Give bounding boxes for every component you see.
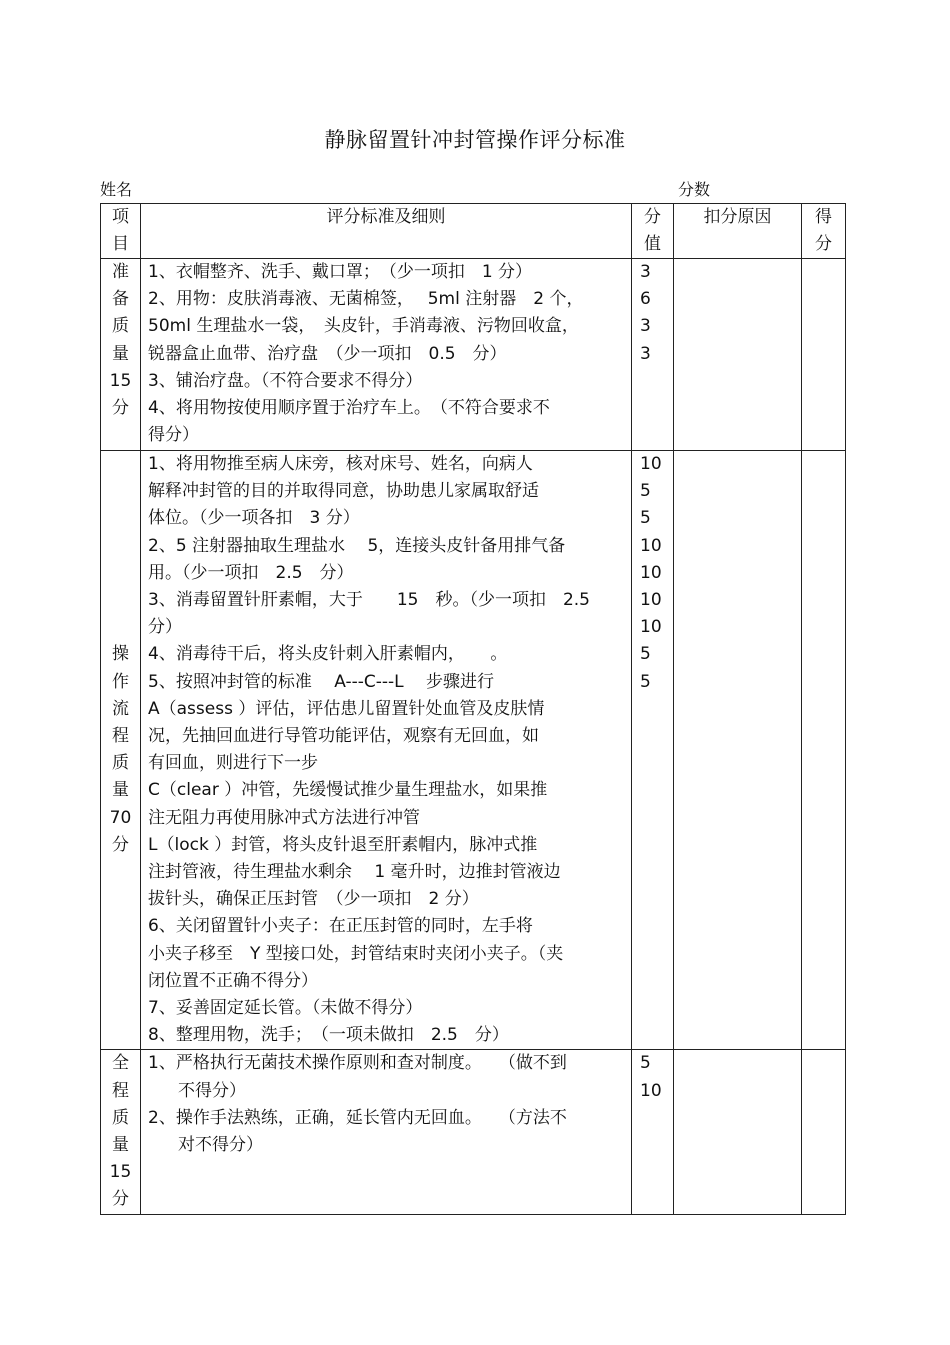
criteria-line: 2、操作手法熟练，正确，延长管内无回血。 （方法不: [148, 1107, 567, 1128]
header-item-line: 项: [112, 207, 129, 227]
criteria-line: 小夹子移至 Y 型接口处，封管结束时夹闭小夹子。（夹: [148, 943, 564, 964]
table-row: [101, 259, 846, 451]
points-value: 10: [640, 454, 662, 474]
section-item-char: 分: [112, 1189, 129, 1210]
criteria-line: 1、严格执行无菌技术操作原则和查对制度。 （做不到: [148, 1053, 567, 1074]
section-item-char: 质: [112, 753, 129, 774]
criteria-line: 锐器盒止血带、治疗盘 （少一项扣 0.5 分）: [148, 343, 507, 364]
section-item-char: 量: [112, 780, 129, 801]
criteria-line: 不得分）: [178, 1080, 246, 1101]
criteria-line: A（assess ）评估，评估患儿留置针处血管及皮肤情: [148, 698, 545, 719]
points-cell: [632, 259, 674, 451]
points-value: 10: [640, 1080, 662, 1101]
scoring-table: [100, 203, 846, 1215]
criteria-line: 6、关闭留置针小夹子：在正压封管的同时，左手将: [148, 916, 533, 937]
criteria-line: 3、消毒留置针肝素帽，大于 15 秒。（少一项扣 2.5: [148, 590, 590, 611]
score-cell: [802, 451, 846, 1050]
header-score: [802, 204, 846, 259]
header-points-line: 值: [644, 234, 661, 254]
section-item-char: 操: [112, 644, 129, 665]
criteria-line: 有回血，则进行下一步: [148, 753, 318, 774]
name-label: 姓名: [100, 180, 133, 199]
criteria-line: 注封管液，待生理盐水剩余 1 毫升时，边推封管液边: [148, 862, 561, 883]
section-item-char: 全: [112, 1053, 129, 1074]
header-criteria: 评分标准及细则: [141, 204, 632, 259]
criteria-line: 1、将用物推至病人床旁，核对床号、姓名，向病人: [148, 454, 533, 474]
table-row: [101, 1050, 846, 1214]
section-item-char: 程: [112, 1080, 129, 1101]
points-value: 3: [640, 316, 651, 337]
score-cell: [802, 1050, 846, 1214]
criteria-line: 5、按照冲封管的标准 A---C---L 步骤进行: [148, 671, 495, 692]
points-value: 5: [640, 481, 651, 502]
section-item-char: 分: [112, 398, 129, 419]
section-item-char: 量: [112, 343, 129, 364]
header-score-line: 分: [815, 234, 832, 254]
page-title: 静脉留置针冲封管操作评分标准: [324, 128, 626, 152]
deduction-reason-cell: [674, 1050, 802, 1214]
criteria-line: 4、消毒待干后，将头皮针刺入肝素帽内， 。: [148, 644, 508, 665]
section-item-char: 准: [112, 262, 129, 282]
criteria-line: L（lock ）封管，将头皮针退至肝素帽内，脉冲式推: [148, 834, 538, 855]
criteria-line: 2、用物：皮肤消毒液、无菌棉签， 5ml 注射器 2 个，: [148, 289, 584, 310]
criteria-line: 解释冲封管的目的并取得同意，协助患儿家属取舒适: [148, 481, 539, 502]
header-points: [632, 204, 674, 259]
section-item-char: 量: [112, 1135, 129, 1156]
criteria-line: 8、整理用物，洗手； （一项未做扣 2.5 分）: [148, 1025, 509, 1046]
points-cell: [632, 1050, 674, 1214]
header-item-line: 目: [112, 234, 129, 254]
points-value: 10: [640, 535, 662, 556]
points-value: 10: [640, 590, 662, 611]
criteria-cell: [141, 1050, 632, 1214]
table-row: [101, 451, 846, 1050]
section-item-char: 质: [112, 316, 129, 337]
section-item-char: 流: [112, 698, 129, 719]
score-label: 分数: [678, 180, 711, 199]
section-item-char: 程: [112, 726, 129, 747]
points-value: 6: [640, 289, 651, 310]
points-value: 5: [640, 671, 651, 692]
criteria-line: 对不得分）: [178, 1135, 263, 1156]
criteria-line: 注无阻力再使用脉冲式方法进行冲管: [148, 807, 420, 828]
criteria-line: 4、将用物按使用顺序置于治疗车上。 （不符合要求不: [148, 398, 550, 419]
section-item-cell: [101, 259, 141, 451]
points-value: 5: [640, 644, 651, 665]
section-item-char: 分: [112, 834, 129, 855]
header-item: [101, 204, 141, 259]
criteria-line: 3、铺治疗盘。（不符合要求不得分）: [148, 370, 423, 391]
header-points-line: 分: [644, 207, 661, 227]
criteria-line: 7、妥善固定延长管。（未做不得分）: [148, 998, 423, 1019]
section-item-cell: [101, 451, 141, 1050]
score-cell: [802, 259, 846, 451]
section-item-char: 15: [109, 1162, 132, 1183]
criteria-line: 体位。（少一项各扣 3 分）: [148, 508, 360, 529]
section-item-char: 作: [112, 671, 129, 692]
criteria-cell: [141, 259, 632, 451]
criteria-cell: [141, 451, 632, 1050]
points-value: 3: [640, 343, 651, 364]
points-value: 5: [640, 508, 651, 529]
deduction-reason-cell: [674, 259, 802, 451]
points-value: 3: [640, 262, 651, 282]
criteria-line: 况，先抽回血进行导管功能评估，观察有无回血，如: [148, 726, 539, 747]
points-value: 5: [640, 1053, 651, 1074]
points-value: 10: [640, 617, 662, 638]
criteria-line: 2、5 注射器抽取生理盐水 5，连接头皮针备用排气备: [148, 535, 566, 556]
section-item-char: 备: [112, 289, 129, 310]
section-item-char: 质: [112, 1107, 129, 1128]
points-value: 10: [640, 562, 662, 583]
section-item-char: 15: [109, 370, 132, 391]
deduction-reason-cell: [674, 451, 802, 1050]
criteria-line: 用。（少一项扣 2.5 分）: [148, 562, 354, 583]
header-score-line: 得: [815, 207, 832, 227]
criteria-line: 分）: [148, 617, 182, 638]
criteria-line: 1、衣帽整齐、洗手、戴口罩； （少一项扣 1 分）: [148, 262, 533, 282]
criteria-line: 得分）: [148, 425, 199, 446]
table-header-row: [101, 204, 846, 259]
points-cell: [632, 451, 674, 1050]
criteria-line: 闭位置不正确不得分）: [148, 970, 318, 991]
section-item-cell: [101, 1050, 141, 1214]
header-deduction-reason: 扣分原因: [674, 204, 802, 259]
criteria-line: C（clear ）冲管，先缓慢试推少量生理盐水，如果推: [148, 780, 548, 801]
section-item-char: 70: [109, 807, 132, 828]
criteria-line: 50ml 生理盐水一袋， 头皮针，手消毒液、污物回收盒，: [148, 316, 579, 337]
criteria-line: 拔针头，确保正压封管 （少一项扣 2 分）: [148, 889, 479, 910]
